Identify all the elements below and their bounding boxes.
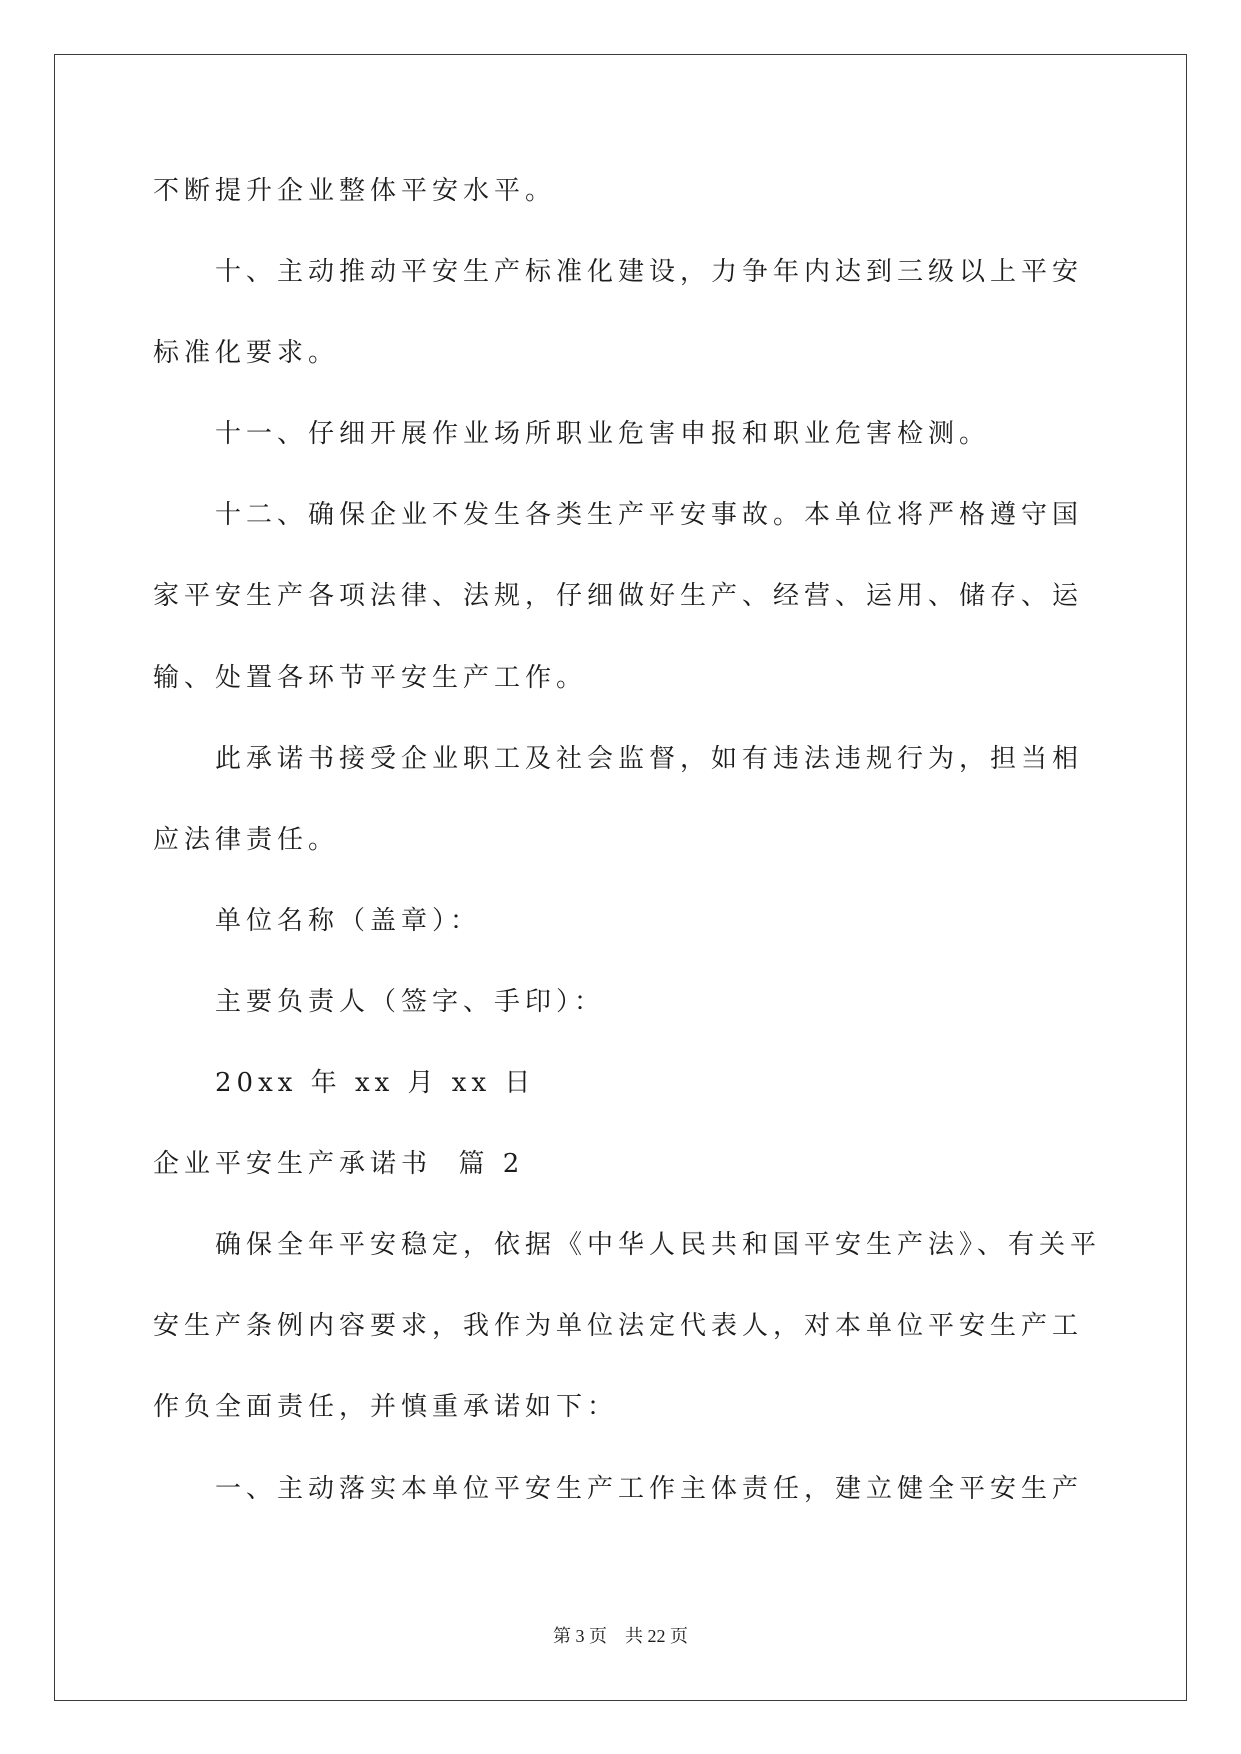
paragraph-item-10	[153, 232, 1113, 394]
section-paragraph	[153, 1449, 1113, 1530]
paragraph-item-11	[153, 394, 1113, 475]
signature-block	[153, 881, 1113, 1124]
document-body	[153, 151, 1113, 1530]
signature-head: 主要负责人（签字、手印）：	[215, 986, 606, 1017]
footer-page-number: 第 3 页 共 22 页	[553, 1626, 688, 1646]
body-line: 不断提升企业整体平安水平。	[153, 176, 557, 206]
section-paragraph	[153, 1205, 1113, 1448]
body-line: 家平安生产各项法律、法规，仔细做好生产、经营、运用、储存、运	[153, 581, 1084, 612]
body-line: 应法律责任。	[153, 824, 340, 855]
body-line: 确保全年平安稳定，依据《中华人民共和国平安生产法》、有关平	[215, 1230, 1102, 1261]
signature-unit: 单位名称（盖章）：	[215, 905, 482, 936]
continued-paragraph	[153, 151, 1113, 232]
body-line: 十、主动推动平安生产标准化建设，力争年内达到三级以上平安	[215, 257, 1084, 288]
body-line: 安生产条例内容要求，我作为单位法定代表人，对本单位平安生产工	[153, 1311, 1084, 1342]
body-line: 输、处置各环节平安生产工作。	[153, 662, 588, 693]
body-line: 十二、确保企业不发生各类生产平安事故。本单位将严格遵守国	[215, 500, 1084, 531]
body-line: 作负全面责任，并慎重承诺如下：	[153, 1392, 619, 1423]
body-line: 一、主动落实本单位平安生产工作主体责任，建立健全平安生产	[215, 1473, 1084, 1504]
body-line: 标准化要求。	[153, 338, 340, 369]
section-title: 企业平安生产承诺书 篇 2	[153, 1149, 525, 1180]
signature-date: 20xx 年 xx 月 xx 日	[215, 1068, 536, 1099]
body-line: 十一、仔细开展作业场所职业危害申报和职业危害检测。	[215, 419, 991, 450]
paragraph-item-12	[153, 475, 1113, 718]
body-line: 此承诺书接受企业职工及社会监督，如有违法违规行为，担当相	[215, 743, 1084, 774]
paragraph-supervision	[153, 719, 1113, 881]
